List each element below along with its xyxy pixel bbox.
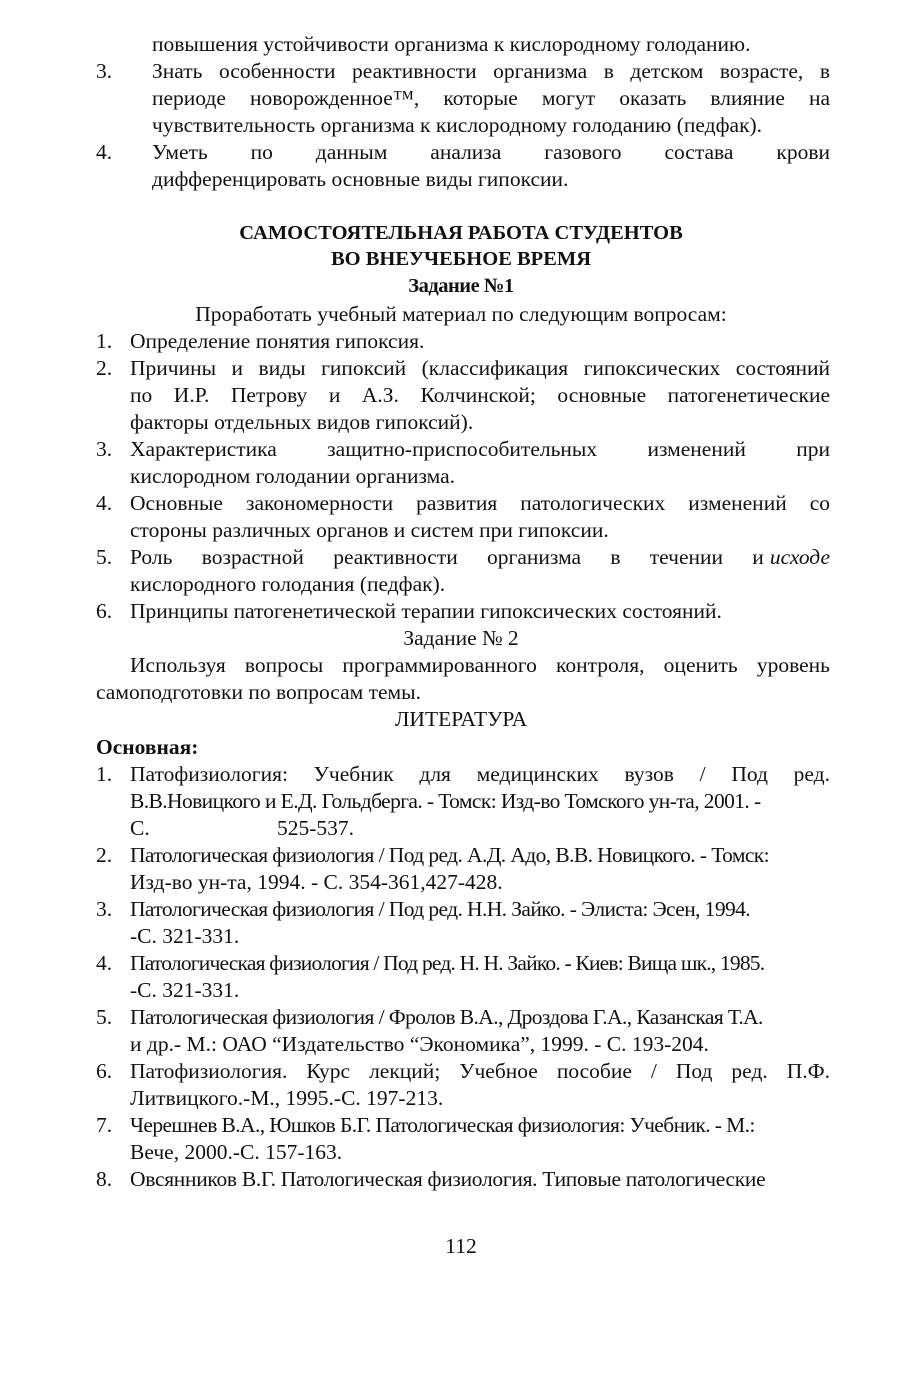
paragraph-line: Используя вопросы программированного контроля, оценить уровень (130, 653, 830, 677)
list-item-text: чувствительность организма к кислородному голоданию (педфак). (152, 113, 763, 137)
reference-text: Вече, 2000.-С. 157-163. (130, 1140, 343, 1164)
literature-subheading: Основная: (96, 735, 199, 759)
list-number: 3. (96, 59, 113, 83)
list-number: 4. (96, 140, 113, 164)
list-item-text: кислородного голодания (педфак). (130, 572, 446, 596)
list-number: 7. (96, 1113, 113, 1137)
task-intro: Проработать учебный материал по следующим вопросам: (195, 302, 727, 326)
list-item-text: Основные закономерности развития патологических изменений со (130, 491, 830, 515)
list-item-text: периоде новорожденное™, которые могут оказать влияние на (152, 86, 830, 110)
reference-text: -С. 321-331. (130, 924, 240, 948)
reference-text: Черешнев В.А., Юшков Б.Г. Патологическая физиология: Учебник. - М.: (130, 1113, 755, 1137)
reference-text: -С. 321-331. (130, 978, 240, 1002)
reference-text: С. (130, 816, 150, 840)
list-number: 3. (96, 897, 113, 921)
reference-text: Патологическая физиология / Под ред. А.Д. Адо, В.В. Новицкого. - Томск: (130, 843, 770, 867)
reference-text: Патологическая физиология / Под ред. Н.Н. Зайко. - Элиста: Эсен, 1994. (130, 897, 751, 921)
reference-text: Патологическая физиология / Фролов В.А., Дроздова Г.А., Казанская Т.А. (130, 1005, 763, 1029)
list-number: 4. (96, 951, 113, 975)
list-number: 5. (96, 1005, 113, 1029)
section-heading: САМОСТОЯТЕЛЬНАЯ РАБОТА СТУДЕНТОВ (239, 222, 683, 244)
list-item-text: Причины и виды гипоксий (классификация гипоксических состояний (130, 356, 830, 380)
paragraph-line: самоподготовки по вопросам темы. (96, 680, 421, 704)
page-number: 112 (445, 1234, 477, 1258)
reference-text: Литвицкого.-М., 1995.-С. 197-213. (130, 1086, 444, 1110)
section-heading: ВО ВНЕУЧЕБНОЕ ВРЕМЯ (330, 248, 592, 270)
list-number: 6. (96, 599, 113, 623)
list-item-text: Определение понятия гипоксия. (130, 329, 425, 353)
list-item-text: Принципы патогенетической терапии гипоксических состояний. (130, 599, 722, 623)
task-title: Задание № 2 (403, 626, 519, 650)
list-number: 1. (96, 762, 113, 786)
reference-text: Изд-во ун-та, 1994. - С. 354-361,427-428. (130, 870, 503, 894)
list-item-text: кислородном голодании организма. (130, 464, 456, 488)
list-item-continuation: повышения устойчивости организма к кислородному голоданию. (152, 32, 751, 56)
list-number: 1. (96, 329, 113, 353)
list-item-text: Характеристика защитно-приспособительных изменений при (130, 437, 830, 461)
reference-text: 525-537. (277, 816, 355, 840)
literature-heading: ЛИТЕРАТУРА (394, 707, 528, 731)
list-item-text-italic: исходе (769, 545, 830, 569)
list-item-text: факторы отдельных видов гипоксий). (130, 410, 474, 434)
reference-text: В.В.Новицкого и Е.Д. Гольдберга. - Томск: Изд-во Томского ун-та, 2001. - (130, 789, 761, 813)
reference-text: Патофизиология: Учебник для медицинских вузов / Под ред. (130, 762, 830, 786)
list-number: 6. (96, 1059, 113, 1083)
list-item-text: дифференцировать основные виды гипоксии. (152, 167, 569, 191)
list-item-text: Уметь по данным анализа газового состава крови (152, 140, 830, 164)
list-item-text: Знать особенности реактивности организма в детском возрасте, в (152, 59, 830, 83)
reference-text: Патологическая физиология / Под ред. Н. Н. Зайко. - Киев: Вища шк., 1985. (130, 951, 765, 975)
list-item-text: по И.Р. Петрову и А.З. Колчинской; основные патогенетические (130, 383, 830, 407)
list-number: 8. (96, 1167, 113, 1191)
reference-text: Овсянников В.Г. Патологическая физиология. Типовые патологические (130, 1167, 766, 1191)
list-item-text: стороны различных органов и систем при гипоксии. (130, 518, 609, 542)
task-title: Задание №1 (408, 275, 514, 297)
list-item-text-main: Роль возрастной реактивности организма в течении и (130, 545, 764, 569)
list-number: 5. (96, 545, 113, 569)
reference-text: Патофизиология. Курс лекций; Учебное пособие / Под ред. П.Ф. (130, 1059, 830, 1083)
list-number: 3. (96, 437, 113, 461)
list-item-text (130, 544, 830, 570)
list-number: 4. (96, 491, 113, 515)
reference-text: и др.- М.: ОАО “Издательство “Экономика”, 1999. - С. 193-204. (130, 1032, 709, 1056)
list-number: 2. (96, 843, 113, 867)
list-number: 2. (96, 356, 113, 380)
